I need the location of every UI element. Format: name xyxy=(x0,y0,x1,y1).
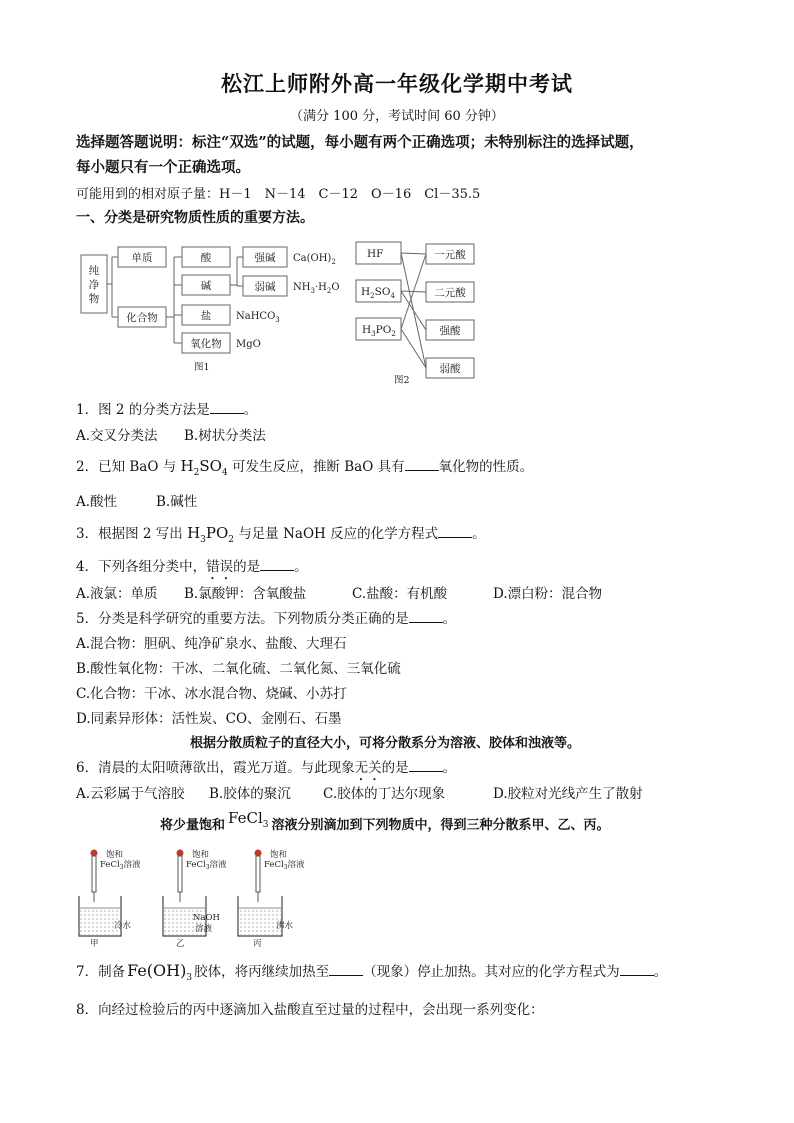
question-8: 8．向经过检验后的丙中逐滴加入盐酸直至过量的过程中，会出现一系列变化： xyxy=(76,1002,544,1018)
hf-label: HF xyxy=(367,248,384,260)
salt-label: 盐 xyxy=(200,310,212,322)
q2-option-b: B.碱性 xyxy=(156,494,198,510)
base-label: 碱 xyxy=(200,280,212,292)
answer-blank[interactable] xyxy=(329,963,363,976)
question-7: 7．制备 $Fe(OH)_3$ 胶体，将丙继续加热至 （现象）停止加热。其对应的化学方程式为 。 xyxy=(76,961,668,984)
answer-blank[interactable] xyxy=(438,525,472,538)
q6-option-d: D.胶粒对光线产生了散射 xyxy=(493,786,643,802)
q1-option-a: A.交叉分类法 xyxy=(76,428,158,444)
atomic-masses: 可能用到的相对原子量：H－1 N－14 C－12 O－16 Cl－35.5 xyxy=(76,187,481,202)
question-5: 5．分类是科学研究的重要方法。下列物质分类正确的是 。 xyxy=(76,611,457,627)
strong-base-label: 强碱 xyxy=(254,252,276,264)
question-4: 4．下列各组分类中，错误的是 。 xyxy=(76,559,308,575)
question-1: 1．图 2 的分类方法是 。 xyxy=(76,402,258,418)
acid-label: 酸 xyxy=(200,252,212,264)
answer-blank[interactable] xyxy=(210,401,244,414)
instructions-line2: 每小题只有一个正确选项。 xyxy=(76,159,250,176)
q4-option-c: C.盐酸：有机酸 xyxy=(352,586,448,602)
beaker1-name: 甲 xyxy=(90,939,99,949)
q4-option-a: A.液氯：单质 xyxy=(76,586,158,602)
q2-option-a: A.酸性 xyxy=(76,494,118,510)
fecl3-heading: 将少量饱和 FeCl$_3$ 溶液分别滴加到下列物质中，得到三种分散系甲、乙、丙。 xyxy=(160,809,610,833)
h2so4-label: $H_2SO_4$ xyxy=(361,286,395,300)
h3po2-label: $H_3PO_2$ xyxy=(362,324,396,338)
weak-base-label: 弱碱 xyxy=(254,281,276,293)
exam-title: 松江上师附外高一年级化学期中考试 xyxy=(221,71,573,96)
question-6: 6．清晨的太阳喷薄欲出，霞光万道。与此现象无关的是 。 xyxy=(76,760,457,776)
q6-option-c: C.胶体的丁达尔现象 xyxy=(323,786,446,802)
question-2: 2．已知 BaO 与 $H_2SO_4$ 可发生反应，推断 BaO 具有 氧化物的性质。 xyxy=(76,457,534,478)
q5-option-b: B.酸性氧化物：干冰、二氧化硫、二氧化氮、三氧化硫 xyxy=(76,661,401,677)
strong-acid-label: 强酸 xyxy=(439,325,461,337)
answer-blank[interactable] xyxy=(409,759,443,772)
answer-blank[interactable] xyxy=(260,558,294,571)
dropper2-label1: 饱和 xyxy=(192,850,210,860)
example-salt: NaHCO$_3$ xyxy=(236,311,280,324)
dropper2-label2: FeCl$_3$溶液 xyxy=(186,860,227,871)
question-3: 3．根据图 2 写出 $H_3PO_2$ 与足量 NaOH 反应的化学方程式 。 xyxy=(76,524,486,545)
answer-blank[interactable] xyxy=(405,458,439,471)
diprotic-label: 二元酸 xyxy=(434,287,466,299)
example-strong-base: $Ca(OH)_2$ xyxy=(293,253,336,266)
dropper1-label1: 饱和 xyxy=(106,850,124,860)
weak-acid-label: 弱酸 xyxy=(439,363,461,375)
beaker3-name: 丙 xyxy=(253,939,262,949)
compound-label: 化合物 xyxy=(126,312,158,324)
pure-label-2: 净 xyxy=(88,279,100,291)
figure2-caption: 图2 xyxy=(394,375,410,386)
element-label: 单质 xyxy=(131,252,153,264)
q5-option-d: D.同素异形体：活性炭、CO、金刚石、石墨 xyxy=(76,711,342,727)
oxide-label: 氧化物 xyxy=(190,338,222,350)
answer-blank[interactable] xyxy=(409,610,443,623)
beakers-figure xyxy=(76,846,336,950)
answer-blank[interactable] xyxy=(620,963,654,976)
pure-label-3: 物 xyxy=(88,293,100,305)
q5-option-a: A.混合物：胆矾、纯净矿泉水、盐酸、大理石 xyxy=(76,636,347,652)
section1-heading: 一、分类是研究物质性质的重要方法。 xyxy=(76,210,314,226)
monoprotic-label: 一元酸 xyxy=(434,249,466,261)
beaker2-liquid-2: 溶液 xyxy=(195,924,213,934)
exam-subtitle: （满分 100 分，考试时间 60 分钟） xyxy=(290,109,504,124)
beaker2-name: 乙 xyxy=(176,939,185,949)
q6-option-a: A.云彩属于气溶胶 xyxy=(76,786,185,802)
q1-option-b: B.树状分类法 xyxy=(184,428,266,444)
q6-option-b: B.胶体的聚沉 xyxy=(209,786,291,802)
figure1-tree-diagram xyxy=(78,236,348,376)
figure1-caption: 图1 xyxy=(194,362,210,373)
instructions-line1: 选择题答题说明：标注“双选”的试题，每小题有两个正确选项；未特别标注的选择试题， xyxy=(76,134,644,151)
pure-label-1: 纯 xyxy=(88,265,100,277)
beaker2-liquid-1: NaOH xyxy=(193,913,220,923)
beaker3-liquid: 沸水 xyxy=(276,921,294,931)
beaker1-liquid: 冷水 xyxy=(114,921,132,931)
example-weak-base: $NH_3\cdot H_2O$ xyxy=(293,282,340,295)
figure2-cross-diagram xyxy=(352,236,482,386)
q5-option-c: C.化合物：干冰、冰水混合物、烧碱、小苏打 xyxy=(76,686,347,702)
dropper3-label1: 饱和 xyxy=(270,850,288,860)
example-oxide: MgO xyxy=(236,339,261,350)
dropper1-label2: FeCl$_3$溶液 xyxy=(100,860,141,871)
q4-option-d: D.漂白粉：混合物 xyxy=(493,586,603,602)
dispersion-heading: 根据分散质粒子的直径大小，可将分散系分为溶液、胶体和浊液等。 xyxy=(190,736,581,751)
q4-option-b: B.氯酸钾：含氧酸盐 xyxy=(184,586,307,602)
dropper3-label2: FeCl$_3$溶液 xyxy=(264,860,305,871)
